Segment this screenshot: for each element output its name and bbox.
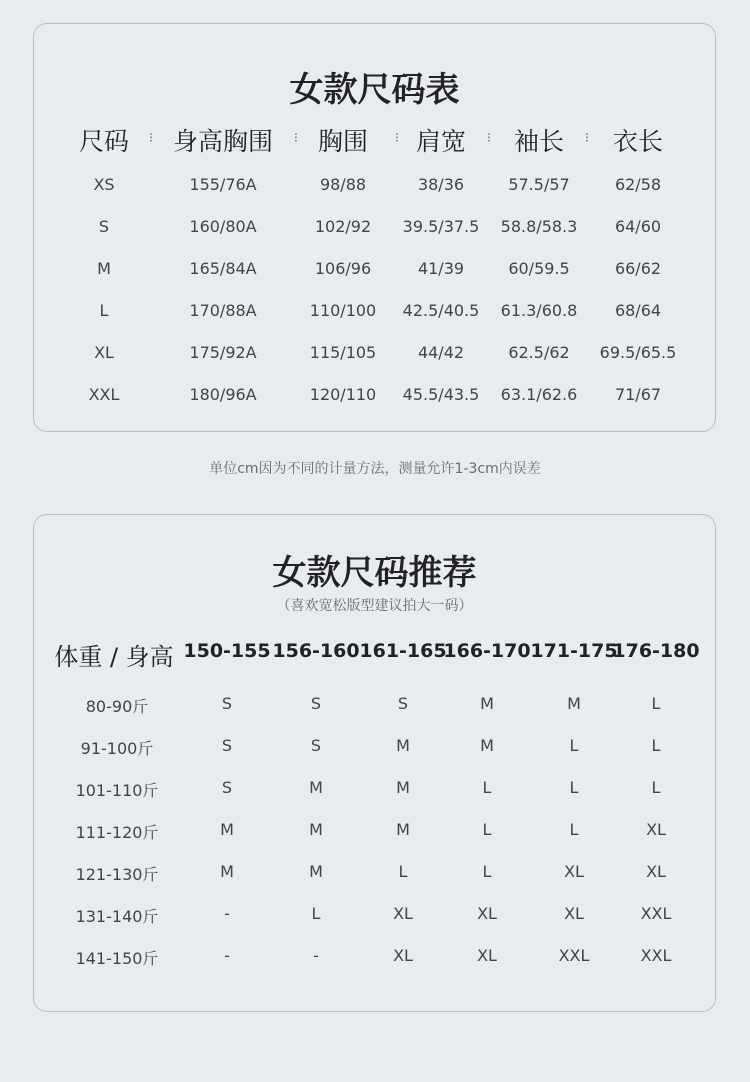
recommended-size-cell: M xyxy=(480,694,494,713)
height-range-header: 176-180 xyxy=(612,640,700,662)
recommended-size-cell: M xyxy=(480,736,494,755)
size-table-cell: 41/39 xyxy=(417,259,465,278)
recommended-size-cell: M xyxy=(396,736,410,755)
size-table-cell: XXL xyxy=(88,385,120,404)
recommended-size-cell: - xyxy=(224,946,230,965)
recommended-size-cell: M xyxy=(220,862,234,881)
header-separator: ⁝ xyxy=(584,131,590,146)
height-range-header: 166-170 xyxy=(443,640,531,662)
recommended-size-cell: L xyxy=(651,736,661,755)
size-table-title: 女款尺码表 xyxy=(289,70,460,110)
recommended-size-cell: XL xyxy=(646,862,666,881)
size-table-cell: 57.5/57 xyxy=(508,175,570,194)
size-table-cell: 69.5/65.5 xyxy=(599,343,677,362)
size-table-header: 胸围 xyxy=(317,127,369,156)
size-table-cell: 155/76A xyxy=(189,175,257,194)
weight-range-label: 121-130斤 xyxy=(75,865,159,884)
weight-range-label: 80-90斤 xyxy=(85,697,149,716)
recommended-size-cell: XXL xyxy=(640,904,672,923)
size-table-cell: 106/96 xyxy=(314,259,372,278)
size-table-cell: XS xyxy=(93,175,115,194)
size-table-header: 身高胸围 xyxy=(172,127,274,156)
recommended-size-cell: XL xyxy=(564,904,584,923)
size-table-cell: 71/67 xyxy=(614,385,662,404)
recommended-size-cell: XL xyxy=(393,946,413,965)
size-table-cell: M xyxy=(97,259,111,278)
recommended-size-cell: M xyxy=(567,694,581,713)
recommended-size-cell: L xyxy=(569,820,579,839)
header-separator: ⁝ xyxy=(394,131,400,146)
height-range-header: 161-165 xyxy=(359,640,447,662)
size-table-cell: 110/100 xyxy=(309,301,377,320)
size-table-cell: 62/58 xyxy=(614,175,662,194)
recommended-size-cell: XXL xyxy=(640,946,672,965)
recommended-size-cell: S xyxy=(221,736,233,755)
size-table-cell: 165/84A xyxy=(189,259,257,278)
recommended-size-cell: S xyxy=(221,778,233,797)
recommended-size-cell: XXL xyxy=(558,946,590,965)
size-table-cell: 42.5/40.5 xyxy=(402,301,480,320)
size-table-cell: 170/88A xyxy=(189,301,257,320)
weight-range-label: 111-120斤 xyxy=(75,823,159,842)
recommend-table-subtitle: （喜欢宽松版型建议拍大一码） xyxy=(276,598,473,614)
weight-range-label: 91-100斤 xyxy=(80,739,154,758)
size-table-cell: L xyxy=(99,301,109,320)
recommended-size-cell: S xyxy=(310,694,322,713)
size-table-header: 尺码 xyxy=(78,127,130,156)
recommended-size-cell: M xyxy=(396,778,410,797)
recommended-size-cell: XL xyxy=(393,904,413,923)
height-range-header: 171-175 xyxy=(530,640,618,662)
size-table-cell: 60/59.5 xyxy=(508,259,570,278)
recommended-size-cell: - xyxy=(313,946,319,965)
recommended-size-cell: M xyxy=(396,820,410,839)
recommended-size-cell: L xyxy=(651,694,661,713)
recommended-size-cell: M xyxy=(309,862,323,881)
size-table-cell: 115/105 xyxy=(309,343,377,362)
size-table-cell: S xyxy=(98,217,110,236)
recommended-size-cell: L xyxy=(569,778,579,797)
recommended-size-cell: XL xyxy=(646,820,666,839)
recommended-size-cell: L xyxy=(482,778,492,797)
recommended-size-cell: L xyxy=(482,820,492,839)
size-table-header: 衣长 xyxy=(612,127,664,156)
recommended-size-cell: M xyxy=(220,820,234,839)
size-table-cell: 102/92 xyxy=(314,217,372,236)
size-table-cell: 180/96A xyxy=(189,385,257,404)
recommended-size-cell: M xyxy=(309,778,323,797)
size-table-cell: XL xyxy=(94,343,114,362)
measurement-note: 单位cm因为不同的计量方法，测量允许1-3cm内误差 xyxy=(209,461,541,477)
header-separator: ⁝ xyxy=(486,131,492,146)
recommended-size-cell: XL xyxy=(477,904,497,923)
size-table-cell: 44/42 xyxy=(417,343,465,362)
header-separator: ⁝ xyxy=(148,131,154,146)
height-range-header: 156-160 xyxy=(272,640,360,662)
weight-range-label: 131-140斤 xyxy=(75,907,159,926)
recommended-size-cell: L xyxy=(398,862,408,881)
recommended-size-cell: L xyxy=(311,904,321,923)
header-separator: ⁝ xyxy=(293,131,299,146)
size-table-cell: 62.5/62 xyxy=(508,343,570,362)
size-table-cell: 39.5/37.5 xyxy=(402,217,480,236)
recommend-table-card xyxy=(33,514,716,1012)
recommended-size-cell: S xyxy=(221,694,233,713)
size-table-header: 肩宽 xyxy=(415,127,467,156)
recommended-size-cell: L xyxy=(569,736,579,755)
size-table-cell: 160/80A xyxy=(189,217,257,236)
recommended-size-cell: - xyxy=(224,904,230,923)
size-table-cell: 38/36 xyxy=(417,175,465,194)
size-table-cell: 64/60 xyxy=(614,217,662,236)
size-table-cell: 61.3/60.8 xyxy=(500,301,578,320)
size-table-card xyxy=(33,23,716,432)
size-table-cell: 98/88 xyxy=(319,175,367,194)
recommended-size-cell: S xyxy=(397,694,409,713)
weight-range-label: 101-110斤 xyxy=(75,781,159,800)
size-table-cell: 120/110 xyxy=(309,385,377,404)
recommended-size-cell: M xyxy=(309,820,323,839)
recommended-size-cell: S xyxy=(310,736,322,755)
recommended-size-cell: XL xyxy=(477,946,497,965)
size-table-cell: 66/62 xyxy=(614,259,662,278)
size-table-cell: 58.8/58.3 xyxy=(500,217,578,236)
recommended-size-cell: L xyxy=(482,862,492,881)
size-table-header: 袖长 xyxy=(513,127,565,156)
weight-range-label: 141-150斤 xyxy=(75,949,159,968)
size-table-cell: 175/92A xyxy=(189,343,257,362)
height-range-header: 150-155 xyxy=(183,640,271,662)
corner-header: 体重 / 身高 xyxy=(54,643,174,671)
size-table-cell: 63.1/62.6 xyxy=(500,385,578,404)
size-table-cell: 45.5/43.5 xyxy=(402,385,480,404)
size-table-cell: 68/64 xyxy=(614,301,662,320)
recommended-size-cell: XL xyxy=(564,862,584,881)
recommended-size-cell: L xyxy=(651,778,661,797)
recommend-table-title: 女款尺码推荐 xyxy=(272,553,477,593)
